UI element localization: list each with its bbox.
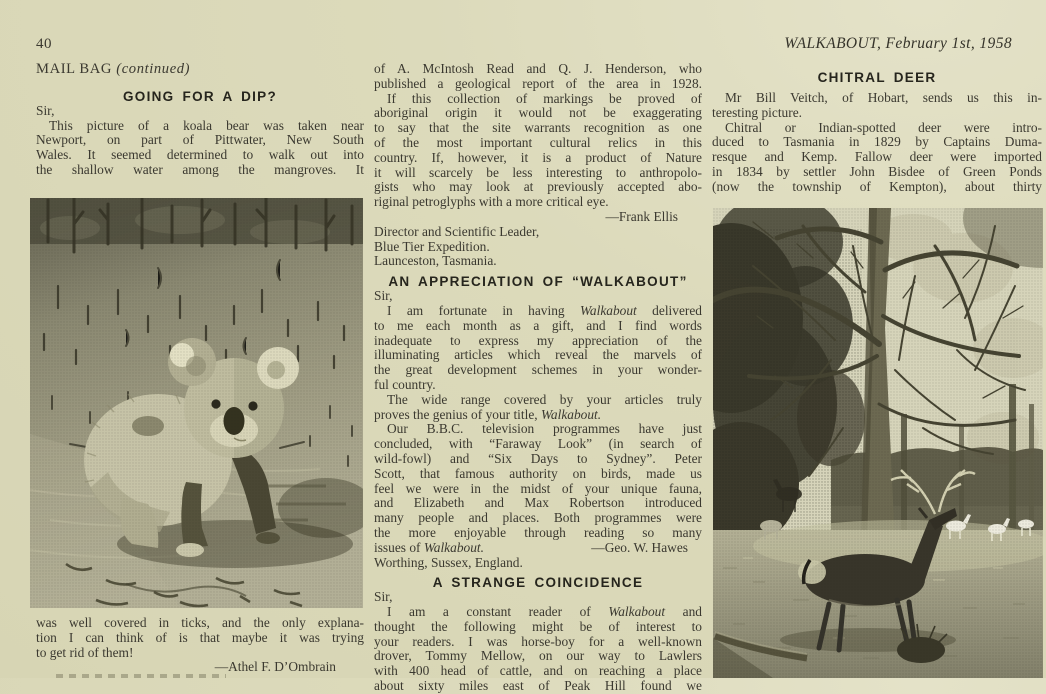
article-paragraph: Chitral or Indian-spotted deer were intro- duced to Tasmania in 1829 by Captains Duma- resque and Kemp. Fallow deer were imported in 1834 by settler John Bisdee of Green Ponds (now the township of Kempton), about thirty bbox=[712, 119, 1042, 194]
paragraph-last-words: issues of Walkabout. bbox=[374, 539, 484, 555]
letter-heading-going-for-a-dip: GOING FOR A DIP? bbox=[122, 88, 278, 104]
sender-address: Worthing, Sussex, England. bbox=[374, 554, 523, 570]
letter-paragraph: Our B.B.C. television programmes have just concluded, with “Faraway Look” (in search of wild-fowl) and “Six Days to Sydney”. Peter Scott, that famous authority on birds, made us feel we were in the midst of your unique fauna, and Elizabeth and Max Robertson introduced many people and places. Both programmes were the more enjoyable through reading so many bbox=[374, 421, 702, 540]
salutation: Sir, bbox=[374, 288, 393, 304]
letter-signature: —Geo. W. Hawes bbox=[591, 539, 688, 555]
letter-body-continued bbox=[36, 616, 364, 675]
cutoff-line-remnant bbox=[56, 674, 226, 678]
letter-heading-strange-coincidence: A STRANGE COINCIDENCE bbox=[432, 575, 644, 591]
letter-body-paragraph: This picture of a koala bear was taken near Newport, on part of Pittwater, New South Wales. It seemed determined to walk out into the shallow water among the mangroves. It bbox=[36, 117, 364, 177]
letter-signature: —Frank Ellis bbox=[605, 208, 678, 224]
article-paragraph: Mr Bill Veitch, of Hobart, sends us this in- teresting picture. bbox=[712, 90, 1042, 120]
koala-photo bbox=[30, 198, 363, 608]
letter-paragraph: of A. McIntosh Read and Q. J. Henderson, who published a geological report of the area in 1928. bbox=[374, 61, 702, 91]
page-number: 40 bbox=[36, 36, 52, 52]
koala-figure bbox=[30, 198, 363, 608]
signature-line bbox=[374, 541, 702, 556]
deer-figure bbox=[713, 208, 1043, 678]
sender-address: Director and Scientific Leader, Blue Tier Expedition. Launceston, Tasmania. bbox=[374, 223, 540, 269]
letter-paragraph: The wide range covered by your articles truly proves the genius of your title, Walkabout. bbox=[374, 391, 702, 422]
letter-heading-appreciation: AN APPRECIATION OF “WALKABOUT” bbox=[388, 274, 688, 290]
left-column bbox=[36, 62, 364, 178]
letter-paragraph: If this collection of markings be proved of aboriginal origin it would not be exaggerating to say that the site warrants recognition as one of the most important cultural relics in this country. If, however, it is a product of Nature it will scarcely be less interesting to anthropolo- gists who may look at previously accepted abo- riginal petroglyphs with a more critical eye. bbox=[374, 90, 702, 210]
right-column bbox=[712, 70, 1042, 195]
letter-paragraph: I am fortunate in having Walkabout delivered to me each month as a gift, and I find words inadequate to express my appreciation of the illuminating articles which reveal the marvels of the great development schemes in your wonder- ful country. bbox=[374, 302, 702, 392]
letter-paragraph: I am a constant reader of Walkabout and thought the following might be of interest to your readers. I was horse-boy for a well-known drover, Tommy Mellow, on our way to Lawlers with 400 head of cattle, and on reaching a place about sixty miles east of Peak Hill found we bbox=[374, 604, 702, 694]
letter-signature: —Athel F. D’Ombrain bbox=[214, 659, 336, 675]
article-heading-chitral-deer: CHITRAL DEER bbox=[817, 70, 937, 85]
mailbag-section-label: MAIL BAG (continued) bbox=[36, 61, 191, 77]
middle-column bbox=[374, 62, 702, 694]
salutation: Sir, bbox=[36, 102, 55, 118]
salutation: Sir, bbox=[374, 589, 393, 605]
deer-photo bbox=[713, 208, 1043, 678]
masthead: WALKABOUT, February 1st, 1958 bbox=[784, 35, 1012, 52]
letter-paragraph: was well covered in ticks, and the only explana- tion I can think of is that maybe it was trying to get rid of them! bbox=[36, 615, 364, 660]
